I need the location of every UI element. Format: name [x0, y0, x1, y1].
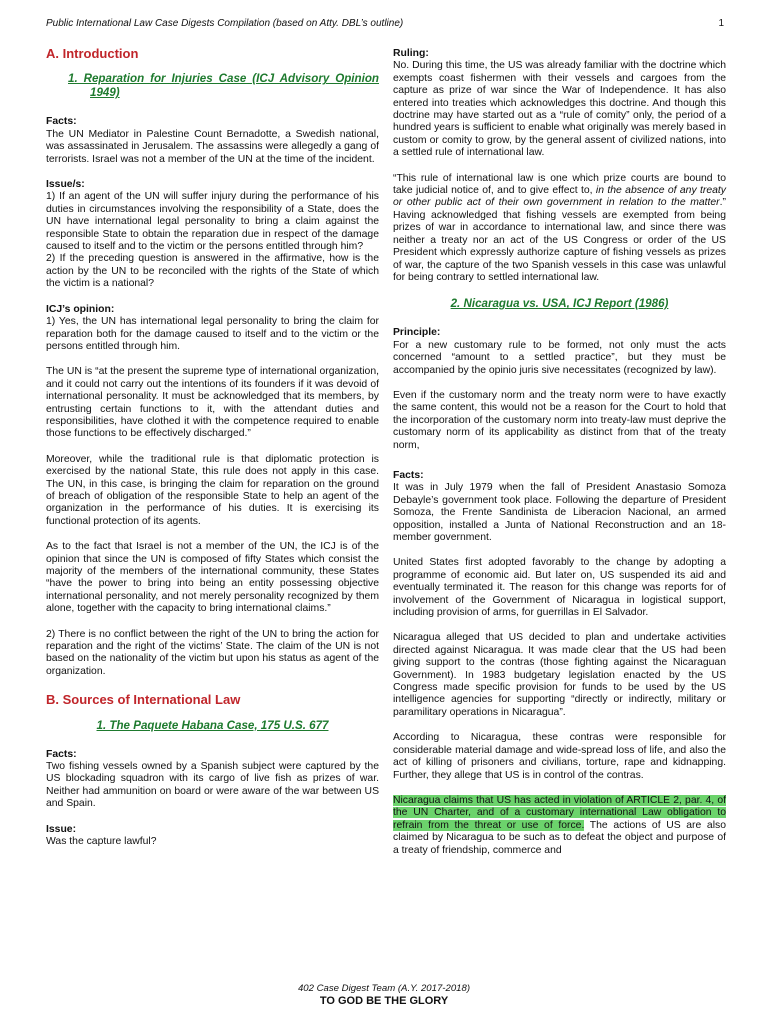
- facts-paragraph: United States first adopted favorably to the change by adopting a programme of economic aid. But later on, US suspended its aid and eventually terminated it. The reason for this change was reports for of involvement of the Government of Nicaragua in logistical support, including provision of arms, for guerrillas in El Salvador.: [393, 557, 726, 619]
- footer-motto: TO GOD BE THE GLORY: [319, 995, 449, 1007]
- issue-paragraph: 1) If an agent of the UN will suffer injury during the performance of his duties in circumstances involving the responsibility of a State, does the UN have international legal personality to bring a claim against the responsible State to obtain the reparation due in respect of the damage caused to itself and to the victim or the persons entitled through him?: [46, 191, 379, 253]
- principle-label: Principle:: [393, 327, 441, 339]
- ruling-text: .” Having acknowledged that fishing vessels are exempted from being prizes of war in accordance to international law, and since there was neither a treaty nor an act of the US Congress or order of the US President which expressly authorize capture of fishing vessels as prizes of war, the capture of the two Spanish vessels in this case was unlawful for being contrary to settled international law.: [393, 197, 726, 283]
- footer-team: 402 Case Digest Team (A.Y. 2017-2018): [297, 983, 471, 994]
- issue-paragraph: 2) If the preceding question is answered in the affirmative, how is the action by the UN to be reconciled with the rights of the State of which the victim is a national?: [46, 253, 379, 290]
- opinion-paragraph: The UN is “at the present the supreme type of international organization, and it could not carry out the intentions of its founders if it was devoid of international personality. It must be acknowledged that its members, by entrusting certain functions to it, with the attendant duties and responsibilities, have clothed it with the competence required to enable those functions to be effectively discharged.”: [46, 366, 379, 440]
- right-column: [393, 48, 726, 870]
- page-number: 1: [718, 18, 724, 29]
- case-heading-paquete-habana: 1. The Paquete Habana Case, 175 U.S. 677: [96, 718, 329, 732]
- opinion-paragraph: 2) There is no conflict between the right of the UN to bring the action for reparation and the right of the victims’ State. The claim of the UN is not based on the nationality of the victim but upon his status as agent of the organization.: [46, 628, 379, 677]
- facts-label: Facts:: [46, 748, 77, 760]
- facts-paragraph: Two fishing vessels owned by a Spanish subject were captured by the US blockading squadron with its cargo of live fish as prizes of war. Neither had ammunition on board or were aware of the war between US and Spain.: [46, 761, 379, 810]
- facts-paragraph: The UN Mediator in Palestine Count Bernadotte, a Swedish national, was assassinated in Jerusalem. The assassins were allegedly a gang of terrorists. Israel was not a member of the UN at the time of the incident.: [46, 128, 379, 165]
- opinion-paragraph: 1) Yes, the UN has international legal personality to bring the claim for reparation both for the damage caused to itself and to the victim or the persons entitled through him.: [46, 316, 379, 352]
- section-heading-b: B. Sources of International Law: [46, 692, 241, 708]
- ruling-text: “This rule of international law is one which prize courts are bound to take judicial notice of, and to give effect to,: [393, 172, 726, 197]
- facts-paragraph: [393, 795, 726, 857]
- left-column: [46, 48, 379, 862]
- ruling-paragraph: No. During this time, the US was already familiar with the doctrine which exempts coast fishermen with their vessels and cargoes from the capture as prize of war since the War of Independence. It has also entered into treaties which acknowledges this doctrine. And though this doctrine may have started out as a “rule of comity” only, the period of a hundred years is sufficient to enable what originally was merely based in custom or comity to grow, by the general assent of civilized nations, into a settled rule of international law.: [393, 60, 726, 159]
- facts-text: The actions of US are also claimed by Nicaragua to be such as to defeat the object and purpose of a treaty of friendship, commerce and: [393, 819, 726, 856]
- opinion-label: ICJ’s opinion:: [46, 303, 115, 315]
- principle-paragraph: Even if the customary norm and the treaty norm were to have exactly the same content, this would not be a reason for the Court to hold that the incorporation of the customary norm into treaty-law must deprive the customary norm of its applicability as distinct from that of the treaty norm,: [393, 389, 726, 451]
- ruling-label: Ruling:: [393, 48, 429, 59]
- case-heading-nicaragua: 2. Nicaragua vs. USA, ICJ Report (1986): [450, 297, 669, 311]
- opinion-paragraph: Moreover, while the traditional rule is that diplomatic protection is exercised by the national State, this rule does not apply in this case. The UN, in this case, is bringing the claim for reparation on the ground of breach of obligation of the responsible State to help an agent of the organization in the performance of his duties. It is exercising its functional protection of its agents.: [46, 453, 379, 527]
- ruling-paragraph: [393, 173, 726, 285]
- issues-label: Issue/s:: [46, 179, 85, 191]
- highlighted-text: Nicaragua claims that US has acted in violation of ARTICLE 2, par. 4, of the UN Charter, and of a customary international Law obligation to refrain from the threat or use of force.: [393, 794, 726, 831]
- facts-label: Facts:: [393, 469, 424, 481]
- opinion-paragraph: As to the fact that Israel is not a member of the UN, the ICJ is of the opinion that since the UN is composed of fifty States which consist the majority of the members of the international community, these States “have the power to bring into being an entity possessing objective international personality, and not merely personality recognized by them alone, together with the capacity to bring international claims.”: [46, 541, 379, 615]
- case-heading-reparation: 1. Reparation for Injuries Case (ICJ Advisory Opinion 1949): [68, 72, 379, 100]
- issue-paragraph: Was the capture lawful?: [46, 836, 157, 848]
- facts-paragraph: It was in July 1979 when the fall of President Anastasio Somoza Debayle’s government took place. Following the departure of President Somoza, the Frente Sandinista de Liberacion Nacional, an armed opposition, installed a Junta of National Reconstruction and an 18-member government.: [393, 482, 726, 543]
- facts-label: Facts:: [46, 116, 77, 128]
- ruling-italic-text: in the absence of any treaty or other public act of their own government in relation to the matter: [393, 185, 727, 209]
- running-header: Public International Law Case Digests Compilation (based on Atty. DBL’s outline): [46, 18, 404, 29]
- facts-paragraph: According to Nicaragua, these contras were responsible for considerable material damage and wide-spread loss of life, and also the act of killing of prisoners and civilians, torture, rape and kidnapping. Further, they allege that US is in control of the contras.: [393, 732, 726, 781]
- facts-paragraph: Nicaragua alleged that US decided to plan and undertake activities directed against Nicaragua. It was made clear that the US had been giving support to the contras (those fighting against the Nicaraguan Government). In 1983 budgetary legislation enacted by the US Congress made specific provision for funds to be used by the US intelligence agencies for supporting “directly or indirectly, military or paramilitary operations in Nicaragua”.: [393, 632, 726, 718]
- issue-label: Issue:: [46, 823, 77, 835]
- section-heading-a: A. Introduction: [46, 46, 139, 61]
- principle-paragraph: For a new customary rule to be formed, not only must the acts concerned “amount to a settled practice”, but they must be accompanied by the opinio juris sive necessitates (recognized by law).: [393, 339, 726, 376]
